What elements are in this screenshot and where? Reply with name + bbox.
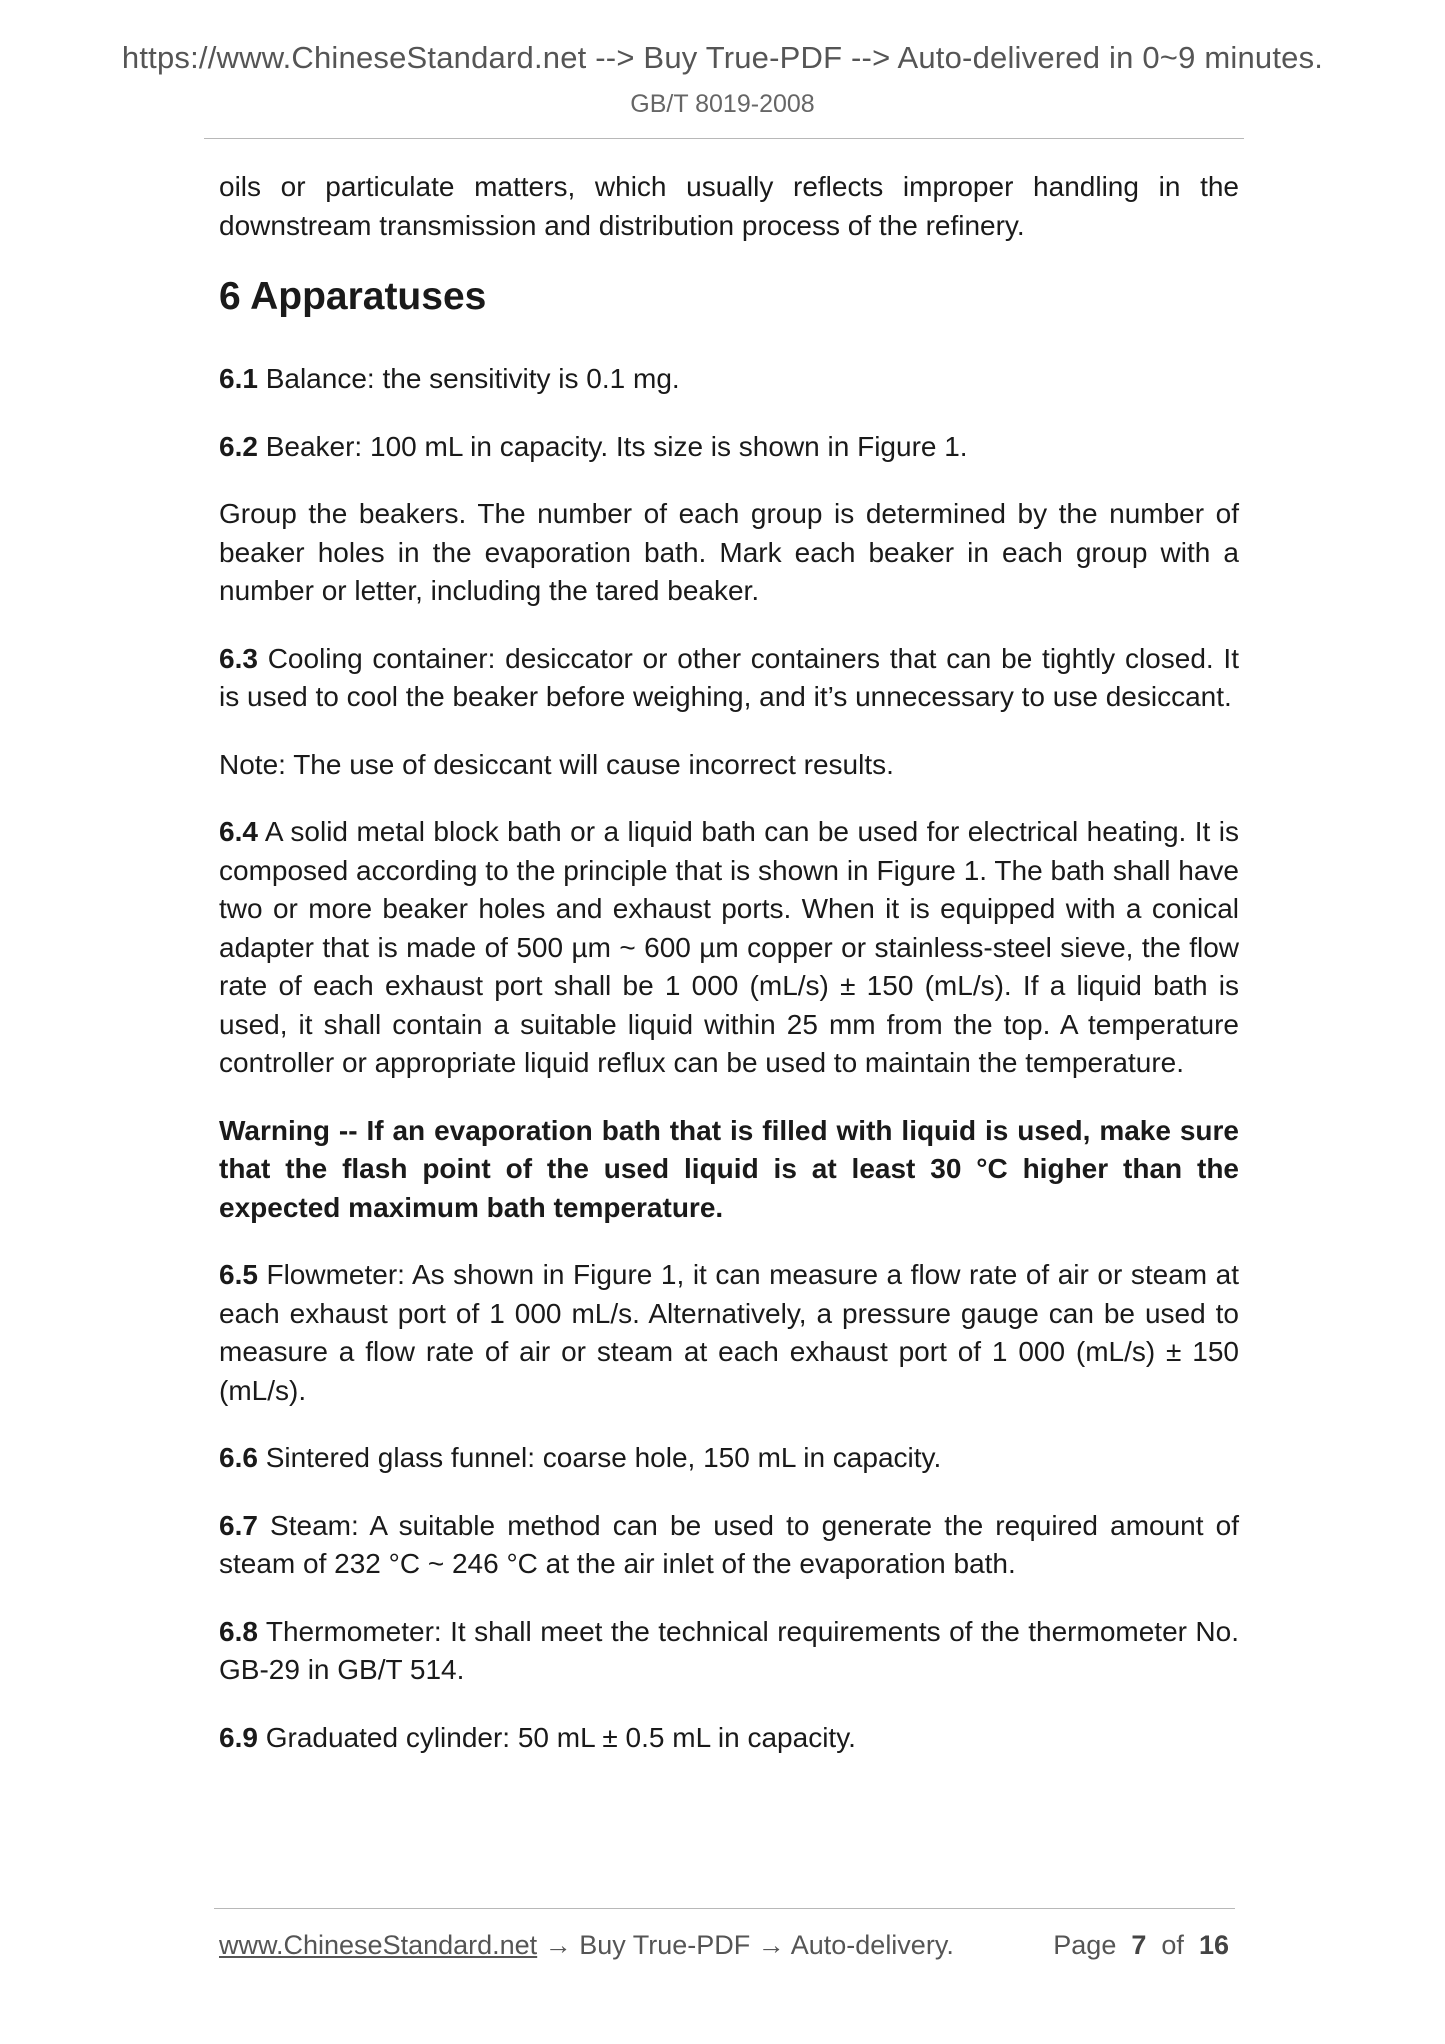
clause-text: Beaker: 100 mL in capacity. Its size is shown in Figure 1. [257,430,968,462]
clause-number: 6.6 [219,1442,258,1473]
page-total: 16 [1198,1930,1229,1960]
footer-site-link[interactable]: www.ChineseStandard.net [219,1930,538,1960]
page-indicator [1053,1930,1229,1961]
clause-text: Thermometer: It shall meet the technical requirements of the thermometer No. GB-29 in GB/T 514. [219,1615,1239,1685]
page-footer [219,1930,1229,1961]
standard-code: GB/T 8019-2008 [630,90,815,118]
clause-number: 6.2 [219,430,258,462]
clause-text: Sintered glass funnel: coarse hole, 150 mL in capacity. [257,1442,942,1473]
clause-number: 6.1 [219,363,258,394]
clause-6-2 [219,428,1239,467]
clause-number: 6.7 [219,1509,258,1541]
source-banner: https://www.ChineseStandard.net --> Buy True-PDF --> Auto-delivered in 0~9 minutes. [121,40,1324,75]
footer-divider [214,1908,1235,1909]
clause-6-5 [219,1256,1239,1410]
of-label: of [1161,1930,1184,1960]
beaker-group-paragraph [219,495,1239,611]
clause-number: 6.5 [219,1259,258,1290]
clause-number: 6.9 [219,1721,258,1753]
note-paragraph [219,746,1239,785]
paragraph-text: Group the beakers. The number of each group is determined by the number of beaker holes in the evaporation bath. Mark each beaker in each group with a number or letter, including the tared beaker. [219,498,1239,606]
note-text: Note: The use of desiccant will cause incorrect results. [219,748,894,780]
clause-6-6 [219,1439,1239,1478]
clause-text: A solid metal block bath or a liquid bath can be used for electrical heating. It is composed according to the principle that is shown in Figure 1. The bath shall have two or more beaker holes and exhaust ports. When it is equipped with a conical adapter that is made of 500 µm ~ 600 µm copper or stainless-steel sieve, the flow rate of each exhaust port shall be 1 000 (mL/s) ± 150 (mL/s). If a liquid bath is used, it shall contain a suitable liquid within 25 mm from the top. A temperature controller or appropriate liquid reflux can be used to maintain the temperature. [219,816,1239,1078]
clause-text: Steam: A suitable method can be used to generate the required amount of steam of 232 °C ~ 246 °C at the air inlet of the evaporation bath. [219,1509,1239,1579]
clause-text: Balance: the sensitivity is 0.1 mg. [257,363,680,394]
page-number: 7 [1131,1930,1147,1960]
clause-number: 6.4 [219,816,258,847]
footer-tagline: → Buy True-PDF → Auto-delivery. [537,1930,954,1960]
clause-text: Graduated cylinder: 50 mL ± 0.5 mL in capacity. [257,1721,856,1753]
clause-6-1 [219,360,1239,399]
page-body [219,168,1239,1786]
clause-6-4 [219,813,1239,1083]
clause-number: 6.8 [219,1615,258,1647]
intro-paragraph: oils or particulate matters, which usually reflects improper handling in the downstream transmission and distribution process of the refinery. [219,171,1239,241]
clause-6-3 [219,640,1239,717]
warning-paragraph [219,1112,1239,1228]
header-divider [204,138,1244,139]
clause-number: 6.3 [219,642,258,674]
clause-text: Flowmeter: As shown in Figure 1, it can measure a flow rate of air or steam at each exhaust port of 1 000 mL/s. Alternatively, a pressure gauge can be used to measure a flow rate of air or steam at each exhaust port of 1 000 (mL/s) ± 150 (mL/s). [219,1259,1239,1406]
clause-6-9 [219,1719,1239,1758]
page-label: Page [1053,1930,1117,1960]
clause-6-7 [219,1507,1239,1584]
warning-text: Warning -- If an evaporation bath that is filled with liquid is used, make sure that the flash point of the used liquid is at least 30 °C higher than the expected maximum bath temperature. [219,1114,1239,1223]
clause-text: Cooling container: desiccator or other containers that can be tightly closed. It is used to cool the beaker before weighing, and it’s unnecessary to use desiccant. [219,642,1239,712]
clause-6-8 [219,1613,1239,1690]
section-title: 6 Apparatuses [219,275,487,318]
